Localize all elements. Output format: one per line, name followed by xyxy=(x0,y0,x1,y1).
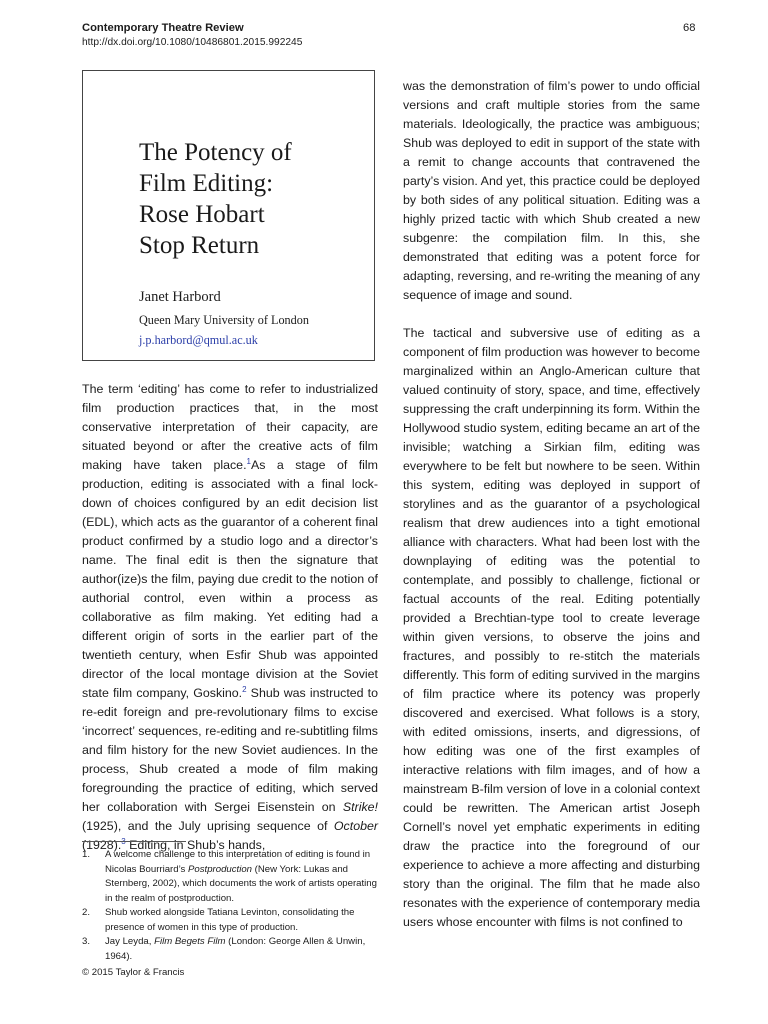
title-line: The Potency of xyxy=(139,139,292,166)
text-run: Jay Leyda, xyxy=(105,936,155,947)
footnote-1 xyxy=(82,848,378,906)
body-paragraph: was the demonstration of film’s power to undo official versions and craft multiple stories from the same materials. Ideologically, the practice was ambiguous; Shub was deployed to edit in support of the state with a remit to change accounts that contravened the party’s vision. And yet, this practice could be deployed by both sides of any political situation. Editing was a highly prized tactic with which Shub created a new subgenre: the compilation film. In this, she demonstrated that editing was a potent force for adapting, reversing, and re-writing the meaning of any sequence of image and sound. xyxy=(403,79,700,302)
text-run: Shub was instructed to re-edit foreign and pre-revolutionary films to excise ‘incorrect’ sequences, re-editing and re-subtitling films and film history for the new Soviet audiences. In the process, Shub created a mode of film making foregrounding the practice of editing, which served her collaboration with Sergei Eisenstein on xyxy=(82,686,378,814)
journal-name: Contemporary Theatre Review xyxy=(82,22,244,34)
footnote-ref-1[interactable]: 1 xyxy=(246,456,251,466)
footnote-divider xyxy=(82,841,186,842)
text-run: As a stage of film production, editing is associated with a final lock-down of choices configured by an edit decision list (EDL), which acts as the guarantor of a coherent final product confirmed by a studio logo and a director’s name. The final edit is then the signature that author(ize)s the film, paying due credit to the notion of authorial control, even within a process as collaborative as film making. Yet editing had a different origin of sorts in the earlier part of the twentieth century, when Esfir Shub was appointed director of the local montage division at the Soviet state film company, Goskino. xyxy=(82,458,378,700)
title-line: Rose Hobart xyxy=(139,201,265,228)
footnote-3 xyxy=(82,935,378,964)
book-title: Film Begets Film xyxy=(154,936,226,947)
page-number: 68 xyxy=(683,22,696,34)
copyright-notice: © 2015 Taylor & Francis xyxy=(82,967,185,978)
footnote-number: 2. xyxy=(82,907,91,918)
film-title-october: October xyxy=(333,819,378,833)
title-box xyxy=(82,70,375,361)
body-paragraph: The tactical and subversive use of editing as a component of film production was however to become marginalized within an Anglo-American culture that valued continuity of story, space, and time, effectively suppressing the craft underpinning its form. Within the Hollywood studio system, editing became an art of the invisible; watching a Sirkian film, editing was everywhere to be felt but nowhere to be seen. Within this system, editing was deployed in support of storylines and as the guarantor of a psychological realism that drew audiences into a tight emotional alliance with characters. What had been lost with the downplaying of editing was the potential to contemplate, and possibly to challenge, fictional or factual accounts of the real. Editing potentially provided a Brechtian-type tool to create leverage within given versions, to observe the joins and fractures, and possibly to re-stitch the materials differently. This form of editing survived in the margins of film practice where its potency was properly discovered and exercised. What follows is a story, with edited omissions, inserts, and digressions, of how editing was one of the first examples of interactive relations with film images, and of how a mainstream B-film version of love in a colonial context could be rewritten. The American artist Joseph Cornell’s novel yet emphatic experiments in editing draw the practice into the foreground of our experience to achieve a more affecting and disturbing story than the original. The film that he made also resonates with the experience of contemporary media users whose encounter with films is not confined to xyxy=(403,326,700,929)
text-run: A welcome challenge to this interpretation of editing is found in Nicolas Bourriard’s xyxy=(105,849,371,875)
left-column xyxy=(82,380,378,855)
title-line: Stop Return xyxy=(139,232,260,259)
author-email-link[interactable]: j.p.harbord@qmul.ac.uk xyxy=(139,333,258,347)
footnotes xyxy=(82,848,378,964)
text-run: (1925), and the July uprising sequence of xyxy=(82,819,334,833)
body-paragraph xyxy=(82,380,378,855)
doi-link[interactable]: http://dx.doi.org/10.1080/10486801.2015.992245 xyxy=(82,37,303,48)
article-title xyxy=(139,137,359,261)
text-run: The term ‘editing’ has come to refer to industrialized film production practices that, in the most conservative interpretation of their capacity, are situated beyond or after the creative acts of film making have taken place. xyxy=(82,382,378,472)
footnote-number: 3. xyxy=(82,936,91,947)
author-name: Janet Harbord xyxy=(139,289,221,305)
footnote-ref-2[interactable]: 2 xyxy=(242,684,247,694)
author-affiliation: Queen Mary University of London xyxy=(139,313,309,327)
text-run: Shub worked alongside Tatiana Levinton, consolidating the presence of women in this type of production. xyxy=(105,907,355,933)
right-column-paragraph-1 xyxy=(403,77,700,305)
right-column-paragraph-2 xyxy=(403,324,700,932)
text-run: (1928). xyxy=(82,838,122,852)
footnote-2 xyxy=(82,906,378,935)
footnote-ref-3[interactable]: 3 xyxy=(121,836,126,846)
text-run: Editing, in Shub’s hands, xyxy=(125,838,266,852)
text-run: (London: George Allen & Unwin, 1964). xyxy=(105,936,366,962)
book-title: Postproduction xyxy=(188,863,252,875)
title-line: Film Editing: xyxy=(139,170,274,197)
text-run: (New York: Lukas and Sternberg, 2002), which documents the work of artists operating in the realm of postproduction. xyxy=(105,863,377,904)
film-title-strike: Strike! xyxy=(342,800,378,814)
footnote-number: 1. xyxy=(82,849,91,860)
